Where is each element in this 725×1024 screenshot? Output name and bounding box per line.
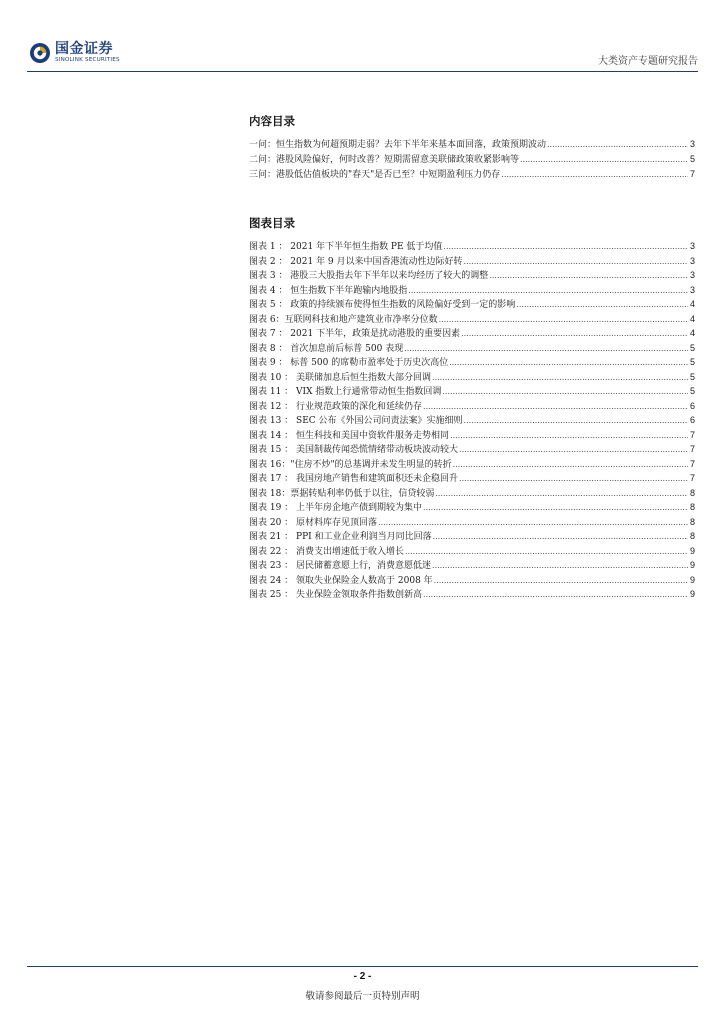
- figure-toc-item-label: 图表 14 ： 恒生科技和美国中资软件服务走势相同: [249, 430, 450, 441]
- figure-toc-item-page: 9: [689, 560, 695, 570]
- toc-leader-dots: [432, 373, 688, 382]
- figure-toc-item-label: 图表 11 ： VIX 指数上行通常带动恒生指数回调: [249, 387, 442, 397]
- toc-leader-dots: [449, 358, 688, 367]
- figure-toc-item-page: 7: [689, 458, 695, 469]
- figure-toc-item-label: 图表 25 ： 失业保险金领取条件指数创新高: [249, 590, 423, 600]
- toc-leader-dots: [423, 590, 688, 599]
- figure-toc-item-label: 图表 2 ： 2021 年 9 月以来中国香港流动性边际好转: [249, 256, 463, 267]
- content-toc-item-label: 三问：港股低估值板块的"春天"是否已至？中短期盈利压力仍存: [249, 170, 501, 180]
- figure-toc-item[interactable]: [249, 370, 695, 385]
- figure-toc-item[interactable]: [249, 428, 695, 443]
- figure-toc-item[interactable]: [249, 457, 695, 472]
- toc-leader-dots: [378, 518, 688, 527]
- toc-leader-dots: [434, 576, 688, 585]
- company-logo: [29, 42, 120, 64]
- content-toc-item-page: 7: [689, 169, 695, 179]
- figure-toc-item-page: 7: [689, 473, 695, 483]
- figure-toc-item-page: 7: [689, 444, 695, 454]
- toc-leader-dots: [520, 155, 688, 164]
- toc-leader-dots: [453, 460, 688, 469]
- figure-toc-item-page: 3: [689, 270, 695, 280]
- toc-leader-dots: [450, 431, 688, 440]
- figure-toc-item[interactable]: [249, 544, 695, 559]
- figure-toc-item-label: 图表 10 ： 美联储加息后恒生指数大部分回调: [249, 372, 432, 383]
- toc-leader-dots: [464, 416, 688, 425]
- page-header: [27, 40, 698, 70]
- figure-toc-item-page: 8: [689, 487, 695, 498]
- figure-toc-item[interactable]: [249, 500, 695, 515]
- content-toc-item-label: 一问：恒生指数为何超预期走弱？去年下半年来基本面回落，政策预期波动: [249, 140, 547, 150]
- figure-toc-item[interactable]: [249, 297, 695, 312]
- figure-toc-item-page: 4: [689, 313, 695, 324]
- figure-toc-item[interactable]: [249, 283, 695, 298]
- figure-toc-item[interactable]: [249, 515, 695, 530]
- figure-toc-item[interactable]: [249, 312, 695, 327]
- content-toc-title: 内容目录: [249, 114, 295, 128]
- figure-toc-item-label: 图表 22 ： 消费支出增速低于收入增长: [249, 546, 405, 557]
- disclaimer: 敬请参阅最后一页特别声明: [305, 991, 420, 1002]
- toc-leader-dots: [408, 286, 688, 295]
- figure-toc-title: 图表目录: [249, 216, 295, 230]
- footer-divider: [27, 966, 698, 967]
- figure-toc-item-label: 图表 15 ： 美国制裁传闻恐慌情绪带动板块波动较大: [249, 445, 459, 455]
- figure-toc-item[interactable]: [249, 442, 695, 457]
- figure-toc-item-page: 5: [689, 357, 695, 367]
- figure-toc-item-page: 5: [689, 371, 695, 382]
- logo-chinese-name: 国金证券: [55, 41, 113, 58]
- toc-leader-dots: [459, 445, 688, 454]
- toc-leader-dots: [433, 532, 688, 541]
- figure-toc-item-page: 8: [689, 516, 695, 527]
- toc-leader-dots: [461, 329, 688, 338]
- figure-toc-item[interactable]: [249, 268, 695, 283]
- figure-toc-item[interactable]: [249, 558, 695, 573]
- content-toc-item-page: 3: [689, 139, 695, 149]
- toc-leader-dots: [435, 489, 688, 498]
- figure-toc-item-page: 4: [689, 299, 695, 309]
- figure-toc-item-page: 6: [689, 400, 695, 411]
- figure-toc-item-label: 图表 3 ： 港股三大股指去年下半年以来均经历了较大的调整: [249, 271, 489, 281]
- figure-toc-item-page: 8: [689, 502, 695, 512]
- content-toc: [249, 137, 695, 182]
- figure-toc-item[interactable]: [249, 326, 695, 341]
- figure-toc-item-label: 图表 5 ： 政策的持续颁布使得恒生指数的风险偏好受到一定的影响: [249, 300, 516, 310]
- toc-leader-dots: [423, 402, 688, 411]
- figure-toc-item-label: 图表 13 ： SEC 公布《外国公司问责法案》实施细则: [249, 416, 463, 426]
- content-toc-item-page: 5: [689, 154, 695, 164]
- figure-toc-item[interactable]: [249, 254, 695, 269]
- content-toc-item[interactable]: [249, 152, 695, 167]
- figure-toc-item-page: 9: [689, 574, 695, 585]
- figure-toc-item[interactable]: [249, 399, 695, 414]
- figure-toc-item[interactable]: [249, 587, 695, 602]
- figure-toc-item[interactable]: [249, 239, 695, 254]
- figure-toc-item[interactable]: [249, 384, 695, 399]
- toc-leader-dots: [547, 140, 688, 149]
- figure-toc-item-label: 图表 7 ： 2021 下半年，政策是扰动港股的重要因素: [249, 329, 461, 339]
- toc-leader-dots: [489, 271, 688, 280]
- figure-toc-item[interactable]: [249, 573, 695, 588]
- figure-toc-item-label: 图表 18：票据转贴利率仍低于以往，信贷较弱: [249, 488, 435, 499]
- figure-toc-item[interactable]: [249, 413, 695, 428]
- figure-toc-item-page: 3: [689, 284, 695, 295]
- sinolink-logo-icon: [29, 42, 51, 64]
- figure-toc-item[interactable]: [249, 341, 695, 356]
- figure-toc-item-page: 5: [689, 386, 695, 396]
- figure-toc-item-label: 图表 9 ： 标普 500 的席勒市盈率处于历史次高位: [249, 358, 449, 368]
- figure-toc-item[interactable]: [249, 486, 695, 501]
- figure-toc: [249, 239, 695, 602]
- figure-toc-item-label: 图表 17 ： 我国房地产销售和建筑面积还未企稳回升: [249, 474, 459, 484]
- figure-toc-item-label: 图表 12 ： 行业规范政策的深化和延续仍存: [249, 401, 423, 412]
- toc-leader-dots: [432, 561, 688, 570]
- figure-toc-item-page: 7: [689, 429, 695, 440]
- figure-toc-item[interactable]: [249, 471, 695, 486]
- toc-leader-dots: [404, 344, 688, 353]
- toc-leader-dots: [405, 547, 688, 556]
- figure-toc-item-page: 5: [689, 342, 695, 353]
- logo-english-name: SINOLINK SECURITIES: [55, 57, 120, 64]
- figure-toc-item-label: 图表 20 ： 原材料库存见顶回落: [249, 517, 378, 528]
- report-type: 大类资产专题研究报告: [598, 56, 698, 67]
- figure-toc-item-page: 3: [689, 241, 695, 251]
- toc-leader-dots: [423, 503, 688, 512]
- toc-leader-dots: [464, 257, 688, 266]
- toc-leader-dots: [443, 242, 688, 251]
- toc-leader-dots: [501, 170, 688, 179]
- toc-leader-dots: [459, 474, 688, 483]
- header-divider: [27, 71, 698, 72]
- figure-toc-item-page: 9: [689, 589, 695, 599]
- figure-toc-item[interactable]: [249, 529, 695, 544]
- figure-toc-item-label: 图表 16："住房不炒"的总基调并未发生明显的转折: [249, 459, 452, 470]
- toc-leader-dots: [442, 387, 688, 396]
- toc-leader-dots: [516, 300, 688, 309]
- toc-leader-dots: [439, 315, 688, 324]
- figure-toc-item-label: 图表 8 ： 首次加息前后标普 500 表现: [249, 343, 404, 354]
- figure-toc-item-page: 3: [689, 255, 695, 266]
- figure-toc-item-page: 9: [689, 545, 695, 556]
- figure-toc-item-label: 图表 4 ： 恒生指数下半年跑输内地股指: [249, 285, 408, 296]
- figure-toc-item-label: 图表 21 ： PPI 和工业企业利润当月同比回落: [249, 532, 432, 542]
- content-toc-item[interactable]: [249, 167, 695, 182]
- figure-toc-item-page: 6: [689, 415, 695, 425]
- figure-toc-item-label: 图表 19 ： 上半年房企地产债到期较为集中: [249, 503, 423, 513]
- figure-toc-item-label: 图表 24 ： 领取失业保险金人数高于 2008 年: [249, 575, 433, 586]
- content-toc-item[interactable]: [249, 137, 695, 152]
- figure-toc-item[interactable]: [249, 355, 695, 370]
- figure-toc-item-page: 8: [689, 531, 695, 541]
- figure-toc-item-page: 4: [689, 328, 695, 338]
- figure-toc-item-label: 图表 23 ： 居民储蓄意愿上行，消费意愿低迷: [249, 561, 432, 571]
- content-toc-item-label: 二问：港股风险偏好，何时改善？短期需留意美联储政策收紧影响等: [249, 155, 520, 165]
- figure-toc-item-label: 图表 6：互联网科技和地产建筑业市净率分位数: [249, 314, 438, 325]
- page-number: - 2 -: [353, 971, 372, 982]
- figure-toc-item-label: 图表 1 ： 2021 年下半年恒生指数 PE 低于均值: [249, 242, 443, 252]
